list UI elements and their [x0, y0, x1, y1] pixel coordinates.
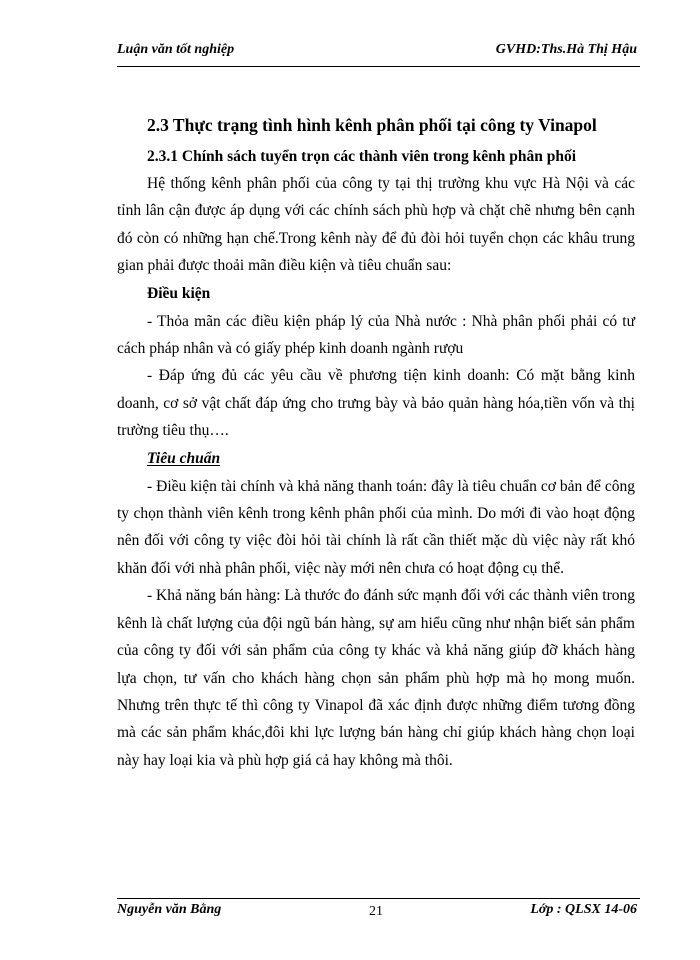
page-number: 21	[369, 904, 383, 919]
page-body	[117, 112, 635, 774]
header-advisor-label: GVHD:Ths.Hà Thị Hậu	[495, 42, 637, 57]
footer-author: Nguyễn văn Bằng	[117, 902, 222, 917]
condition-item: - Đáp ứng đủ các yêu cầu về phương tiện kinh doanh: Có mặt bằng kinh doanh, cơ sở vật chất đáp ứng cho trưng bày và bảo quản hàng hóa,tiền vốn và thị trường tiêu thụ….	[117, 367, 635, 440]
subsection-title: 2.3.1 Chính sách tuyển trọn các thành viên trong kênh phân phối	[147, 148, 577, 165]
page-header	[117, 38, 637, 62]
standards-label: Tiêu chuẩn	[147, 449, 221, 467]
page-footer	[117, 902, 637, 924]
footer-rule	[117, 898, 640, 899]
intro-paragraph: Hệ thống kênh phân phối của công ty tại thị trường khu vực Hà Nội và các tỉnh lân cận được áp dụng với các chính sách phù hợp và chặt chẽ nhưng bên cạnh đó còn có những hạn chế.Trong kênh này để đủ đòi hỏi tuyển chọn các khâu trung gian phải được thoải mãn điều kiện và tiêu chuẩn sau:	[117, 175, 635, 275]
standard-item: - Điều kiện tài chính và khả năng thanh toán: đây là tiêu chuẩn cơ bản để công ty chọn thành viên kênh trong kênh phân phối của mình. Do mới đi vào hoạt động nên đối với công ty việc đòi hỏi tài chính là rất cần thiết mặc dù việc này rất khó khăn đối với nhà phân phối, việc này mới nên chưa có hoạt động cụ thể.	[117, 477, 635, 577]
header-thesis-label: Luận văn tốt nghiệp	[117, 42, 235, 57]
conditions-label: Điều kiện	[147, 284, 211, 302]
footer-class: Lớp : QLSX 14-06	[530, 902, 637, 917]
standard-item: - Khả năng bán hàng: Là thước đo đánh sức mạnh đối với các thành viên trong kênh là chất lượng của đội ngũ bán hàng, sự am hiểu cũng như nhận biết sản phẩm của công ty đối với sản phẩm của công ty khác và khả năng giúp đỡ khách hàng lựa chọn, tư vấn cho khách hàng chọn sản phẩm phù hợp mà họ mong muốn. Nhưng trên thực tế thì công ty Vinapol đã xác định được những điểm tương đồng mà các sản phẩm khác,đôi khi lực lượng bán hàng chỉ giúp khách hàng chọn loại này hay loại kia và phù hợp giá cả hay không mà thôi.	[117, 587, 635, 769]
header-rule	[117, 66, 640, 67]
condition-item: - Thỏa mãn các điều kiện pháp lý của Nhà nước : Nhà phân phối phải có tư cách pháp nhân và có giấy phép kinh doanh ngành rượu	[117, 312, 635, 358]
section-title: 2.3 Thực trạng tình hình kênh phân phối tại công ty Vinapol	[147, 115, 597, 135]
